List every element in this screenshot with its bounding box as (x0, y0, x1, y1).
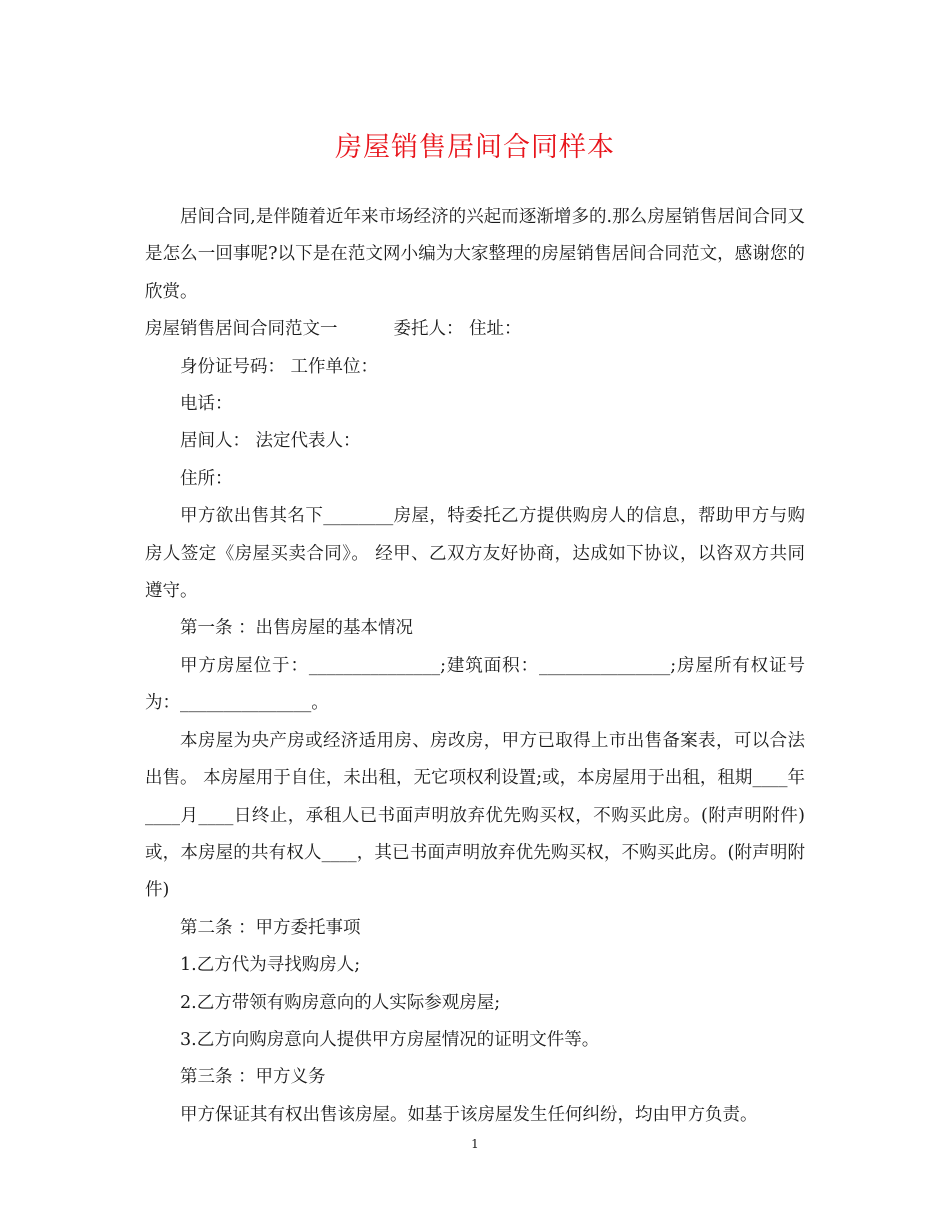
purpose-paragraph: 甲方欲出售其名下________房屋，特委托乙方提供购房人的信息，帮助甲方与购房人签定《房屋买卖合同》。 经甲、乙双方友好协商，达成如下协议，以咨双方共同遵守。 (145, 506, 805, 602)
article1-status-paragraph: 本房屋为央产房或经济适用房、房改房，甲方已取得上市出售备案表，可以合法出售。 本房屋用于自住，未出租，无它项权利设置;或，本房屋用于出租，租期____年____月____日终止，承租人已书面声明放弃优先购买权，不购买此房。(附声明附件)或，本房屋的共有权人____，其已书面声明放弃优先购买权，不购买此房。(附声明附件) (145, 730, 805, 901)
article1-location-paragraph: 甲方房屋位于：_______________;建筑面积：_______________;房屋所有权证号为：_______________。 (145, 655, 805, 714)
document-body (145, 199, 805, 1134)
document-title: 房屋销售居间合同样本 (335, 132, 615, 163)
residence-line: 住所： (180, 468, 233, 489)
article2-item-3: 3.乙方向购房意向人提供甲方房屋情况的证明文件等。 (180, 1029, 600, 1050)
sample-heading-line (145, 311, 805, 348)
page-number: 1 (471, 1137, 479, 1151)
article2-item-2: 2.乙方带领有购房意向的人实际参观房屋; (180, 992, 501, 1013)
client-line: 委托人： 住址： (393, 319, 522, 340)
article3-heading: 第三条 ：甲方义务 (180, 1067, 326, 1088)
intro-paragraph: 居间合同,是伴随着近年来市场经济的兴起而逐渐增多的.那么房屋销售居间合同又是怎么一回事呢?以下是在范文网小编为大家整理的房屋销售居间合同范文，感谢您的欣赏。 (145, 207, 805, 302)
article1-heading: 第一条 ：出售房屋的基本情况 (180, 618, 414, 639)
article2-heading: 第二条 ：甲方委托事项 (180, 917, 361, 938)
phone-line: 电话： (180, 394, 233, 415)
article3-paragraph: 甲方保证其有权出售该房屋。如基于该房屋发生任何纠纷，均由甲方负责。 (180, 1104, 758, 1125)
id-line: 身份证号码： 工作单位： (180, 356, 379, 377)
sample-heading: 房屋销售居间合同范文一 (145, 319, 338, 340)
broker-line: 居间人： 法定代表人： (180, 431, 361, 452)
article2-item-1: 1.乙方代为寻找购房人; (180, 955, 361, 976)
